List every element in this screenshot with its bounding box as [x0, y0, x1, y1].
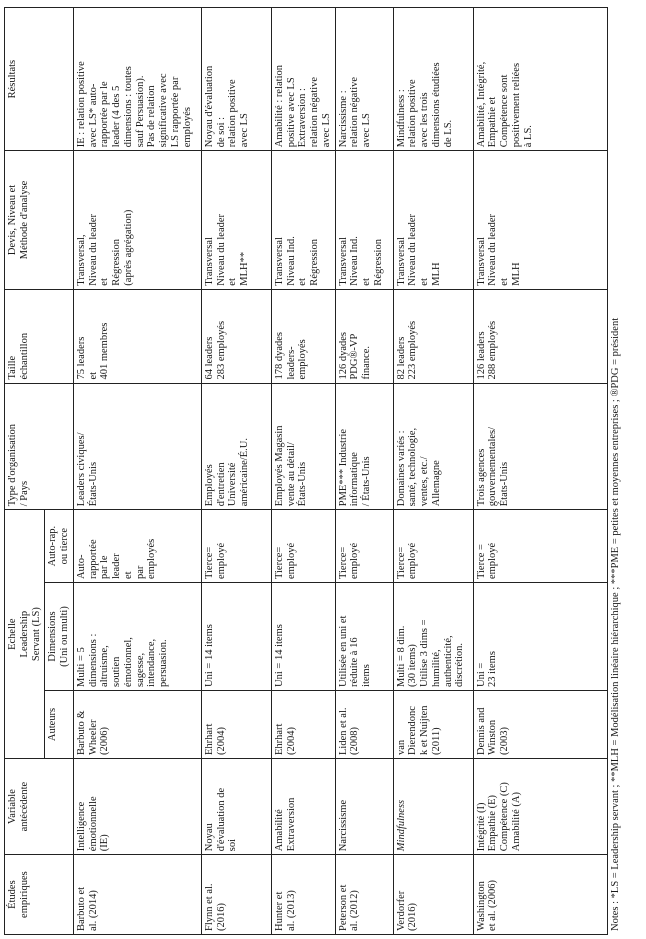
cell-devis: Transversal, Niveau du leader et Régression (après agrégation): [73, 151, 201, 289]
cell-taille: 126 leaders 288 employés: [473, 289, 607, 383]
cell-auteurs: Ehrhart (2004): [201, 690, 271, 758]
table-row: [335, 8, 393, 935]
cell-dimensions: Utilisée en uni et réduite à 16 items: [335, 583, 393, 691]
cell-variable: Intelligence émotionnelle (IE): [73, 759, 201, 855]
header-resultats: Résultats: [5, 8, 74, 151]
cell-taille: 178 dyades leaders- employés: [271, 289, 335, 383]
cell-dimensions: Multi = 8 dim. (30 items) Utilise 3 dims = humilité, authenticité, discrétion.: [393, 583, 473, 691]
cell-dimensions: Multi = 5 dimensions : altruisme, soutien émotionnel, sagesse, intendance, persuasion.: [73, 583, 201, 691]
header-etudes: Études empiriques: [5, 855, 74, 935]
cell-etude: Flynn et al. (2016): [201, 855, 271, 935]
cell-resultats: Mindfulness : relation positive avec les trois dimensions étudiées de LS.: [393, 8, 473, 151]
cell-variable: Mindfulness: [393, 759, 473, 855]
header-devis: Devis, Niveau et Méthode d'analyse: [5, 151, 74, 289]
header-autorap: Auto-rap. ou tierce: [45, 510, 74, 583]
cell-resultats: IE : relation positive avec LS* auto- rapportée par le leader (4 des 5 dimensions : toutes sauf Persuasion). Pas de relation significative avec LS rapportée par employés: [73, 8, 201, 151]
cell-variable: Intégrité (I) Empathie (E) Compétence (C) Amabilité (A): [473, 759, 607, 855]
header-variable: Variable antécédente: [5, 759, 74, 855]
header-taille: Taille échantillon: [5, 289, 74, 383]
cell-etude: Verdorfer (2016): [393, 855, 473, 935]
cell-auteurs: Liden et al. (2008): [335, 690, 393, 758]
literature-review-table: [4, 7, 608, 935]
cell-auteurs: Barbuto & Wheeler (2006): [73, 690, 201, 758]
cell-autorap: Tierce = employé: [473, 510, 607, 583]
cell-type-org: Employés d'entretien Université américaine/É.U.: [201, 383, 271, 510]
cell-etude: Hunter et al. (2013): [271, 855, 335, 935]
table-row: [201, 8, 271, 935]
cell-dimensions: Uni = 23 items: [473, 583, 607, 691]
cell-autorap: Auto- rapportée par le leader et par employés: [73, 510, 201, 583]
cell-type-org: Domaines variés : santé, technologie, ventes, etc./ Allemagne: [393, 383, 473, 510]
cell-auteurs: Ehrhart (2004): [271, 690, 335, 758]
cell-devis: Transversal Niveau Ind. et Régression: [335, 151, 393, 289]
cell-devis: Transversal Niveau du leader et MLH: [393, 151, 473, 289]
cell-devis: Transversal Niveau du leader et MLH: [473, 151, 607, 289]
cell-type-org: Trois agences gouvernementales/ États-Unis: [473, 383, 607, 510]
cell-auteurs: van Dierendonc k et Nuijten (2011): [393, 690, 473, 758]
cell-resultats: Noyau d'évaluation de soi : relation positive avec LS: [201, 8, 271, 151]
cell-autorap: Tierce= employé: [335, 510, 393, 583]
cell-taille: 126 dyades PDG®-VP finance.: [335, 289, 393, 383]
table-row: [271, 8, 335, 935]
cell-taille: 82 leaders 223 employés: [393, 289, 473, 383]
cell-autorap: Tierce= employé: [271, 510, 335, 583]
cell-variable: Noyau d'évaluation de soi: [201, 759, 271, 855]
cell-autorap: Tierce= employé: [393, 510, 473, 583]
header-dimensions: Dimensions (Uni ou multi): [45, 583, 74, 691]
cell-etude: Peterson et al. (2012): [335, 855, 393, 935]
cell-taille: 64 leaders 283 employés: [201, 289, 271, 383]
cell-variable: Narcissisme: [335, 759, 393, 855]
cell-resultats: Amabilité : relation positive avec LS Extraversion : relation négative avec LS: [271, 8, 335, 151]
cell-type-org: Leaders civiques/ États-Unis: [73, 383, 201, 510]
table-row: [73, 8, 201, 935]
table-row: [473, 8, 607, 935]
cell-dimensions: Uni = 14 items: [201, 583, 271, 691]
cell-auteurs: Dennis and Winston (2003): [473, 690, 607, 758]
cell-devis: Transversal Niveau du leader et MLH**: [201, 151, 271, 289]
cell-resultats: Narcissisme : relation négative avec LS: [335, 8, 393, 151]
table-row: [393, 8, 473, 935]
header-auteurs: Auteurs: [45, 690, 74, 758]
cell-dimensions: Uni = 14 items: [271, 583, 335, 691]
cell-variable: Amabilité Extraversion: [271, 759, 335, 855]
table-note: Notes : *LS = Leadership servant ; **MLH = Modélisation linéaire hiérarchique ; ***PME = petites et moyennes entreprises ; ®PDG = président: [610, 317, 621, 931]
header-type-org: Type d'organisation / Pays: [5, 383, 74, 510]
cell-type-org: Employés Magasin vente au détail/ États-Unis: [271, 383, 335, 510]
cell-etude: Washington et al. (2006): [473, 855, 607, 935]
cell-autorap: Tierce= employé: [201, 510, 271, 583]
cell-devis: Transversal Niveau Ind. et Régression: [271, 151, 335, 289]
cell-etude: Barbuto et al. (2014): [73, 855, 201, 935]
cell-taille: 75 leaders et 401 membres: [73, 289, 201, 383]
cell-type-org: PME*** Industrie informatique / États-Unis: [335, 383, 393, 510]
header-echelle: Echelle Leadership Servant (LS): [5, 510, 45, 759]
cell-resultats: Amabilité, Intégrité, Empathie et Compétence sont positivement reliées à LS.: [473, 8, 607, 151]
